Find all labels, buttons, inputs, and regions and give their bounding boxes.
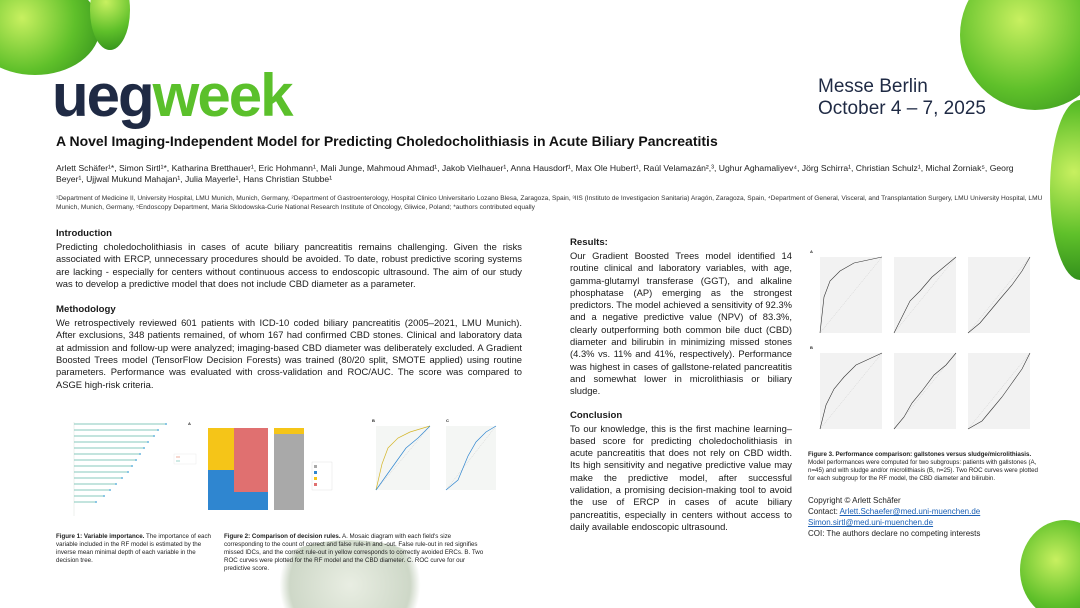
figure-2-roc-curves <box>370 416 500 512</box>
author-list: Arlett Schäfer¹*, Simon Sirtl¹*, Katharina Bretthauer¹, Eric Hohmann¹, Mali Junge, Mahmoud Ahmad¹, Jakob Vielhauer¹, Anna Hausdorf¹, Max Ole Hubert¹, Raúl Velamazán²,³, Ughur Aghamaliyev⁴, Jörg Schirra¹, Christian Schulz¹, Michal Żorniak⁵, Georg Beyer¹, Ujjwal Mukund Mahajan¹, Julia Mayerle¹, Hans Christian Stubbe¹ <box>56 163 1014 184</box>
fig2-panel-b-label: B <box>372 418 375 423</box>
introduction-heading: Introduction <box>56 228 112 239</box>
poster-title: A Novel Imaging-Independent Model for Predicting Choledocholithiasis in Acute Biliary Pancreatitis <box>56 133 718 149</box>
decor-blob-right <box>1050 100 1080 280</box>
figure-2-decision-rules <box>184 416 354 528</box>
fig3-panel-a-label: A <box>810 249 813 254</box>
fig2-panel-a-label: A <box>188 421 191 426</box>
conclusion-heading: Conclusion <box>570 409 623 421</box>
contact-line-2 <box>808 517 980 528</box>
fig2-panel-c-label: C <box>446 418 449 423</box>
venue-info <box>818 76 986 120</box>
results-heading: Results: <box>570 237 608 248</box>
figure-2-caption: Figure 2: Comparison of decision rules. A. Mosaic diagram with each field's size corresponding to the count of correct and false rule-in and -out. False rule-out in red signifies missed IDCs, and the correct rule-out in yellow corresponds to correctly avoided ERCs. B. Two ROC curves were plotted for the RF model and the CBD diameter. C. ROC curve for our predictive score. <box>224 533 484 572</box>
left-column <box>56 228 522 391</box>
ueg-week-logo: uegweek <box>52 62 292 129</box>
fig3-roc-row-b <box>820 353 1030 429</box>
methodology-text: We retrospectively reviewed 601 patients with ICD-10 coded biliary pancreatitis (2005–2021, LMU Munich). After exclusions, 348 patients remained, of whom 167 had confirmed CBD stones. Clinical and laboratory data at admission and follow-up were analyzed; imaging-based CBD diameter was deliberately excluded. A Gradient Boosted Trees model (TensorFlow Decision Forests) was trained (80/20 split, SMOTE applied) using routine parameters. Performance was evaluated with cross-validation and ROC/AUC. The score was compared to ASGE high-risk criteria. <box>56 317 522 390</box>
venue-location: Messe Berlin <box>818 76 928 97</box>
fig2-mosaic <box>208 428 332 510</box>
introduction-text: Predicting choledocholithiasis in cases of acute biliary pancreatitis remains challenging. Given the risks associated with ERCP, unnecessary procedures should be avoided. To date, robust predictive scoring systems are lacking - especially for centers without continuous access to endoscopic ultrasound. The aim of our study was to develop a predictive model that does not include CBD diameter as a parameter. <box>56 241 522 289</box>
middle-column <box>570 237 792 533</box>
fig3-roc-row-a <box>820 257 1030 333</box>
figure-3-performance-comparison <box>808 245 1044 441</box>
copyright-text: Copyright © Arlett Schäfer <box>808 496 901 505</box>
results-text: Our Gradient Boosted Trees model identified 14 routine clinical and laboratory variables, with age, gamma-glutamyl transferase (GGT), and alkaline phosphatase (AP) emerging as the strongest predictors. The model achieved a sensitivity of 92.3% and a negative predictive value (NPV) of 83.3%, clearly outperforming both common bile duct (CBD) diameter and bilirubin in minimizing missed stones (4.3% vs. 11% and 41%, respectively). Performance was highest in cases of gallstone-related pancreatitis and somewhat lower in microlithiasis or biliary sludge. <box>570 250 792 397</box>
affiliations: ¹Department of Medicine II, University Hospital, LMU Munich, Munich, Germany, ²Department of Gastroenterology, Hospital Clinico Universitario Lozano Blesa, Zaragoza, Spain, ³IIS (Instituto de Investigacion Sanitaria) Aragón, Zaragoza, Spain, ⁴Department of General, Visceral, and Transplantation Surgery, LMU University Hospital, LMU Munich, Munich, Germany, ⁵Endoscopy Department, Maria Sklodowska-Curie National Research Institute of Oncology, Gliwice, Poland; *authors contributed equally <box>56 195 1043 211</box>
email-link-1[interactable]: Arlett.Schaefer@med.uni-muenchen.de <box>839 507 981 516</box>
methodology-heading: Methodology <box>56 304 116 316</box>
contact-block <box>808 495 980 539</box>
email-link-2[interactable]: Simon.sirtl@med.uni-muenchen.de <box>808 518 934 527</box>
conclusion-text: To our knowledge, this is the first machine learning–based score for predicting choledocholithiasis in acute pancreatitis that does not rely on CBD width. Its high sensitivity and negative predictive value may make the predictive model, after successful validation, a promising decision-making tool to avoid the use of ERCP in cases of acute biliary pancreatitis, especially in centers without access to daily available endoscopic ultrasound. <box>570 422 792 532</box>
venue-dates: October 4 – 7, 2025 <box>818 98 986 119</box>
figure-3-caption: Figure 3. Performance comparison: gallstones versus sludge/microlithiasis. Model performances were computed for two subgroups: patients with gallstones (A, n=45) and with sludge and/or microlithiasis (B, n=25). Two ROC curves were plotted for each subgroup for the RF model, the CBD diameter and bilirubin. <box>808 451 1038 482</box>
figure-1-caption: Figure 1: Variable importance. The importance of each variable included in the RF model is estimated by the inverse mean minimal depth of each variable in the decision tree. <box>56 533 211 564</box>
fig3-panel-b-label: B <box>810 345 813 350</box>
decor-blob-bottomright <box>1020 520 1080 608</box>
variable-importance-bars <box>74 424 166 502</box>
contact-line: Contact: Arlett.Schaefer@med.uni-muenchen.de <box>808 507 981 516</box>
coi-text: COI: The authors declare no competing interests <box>808 529 981 538</box>
